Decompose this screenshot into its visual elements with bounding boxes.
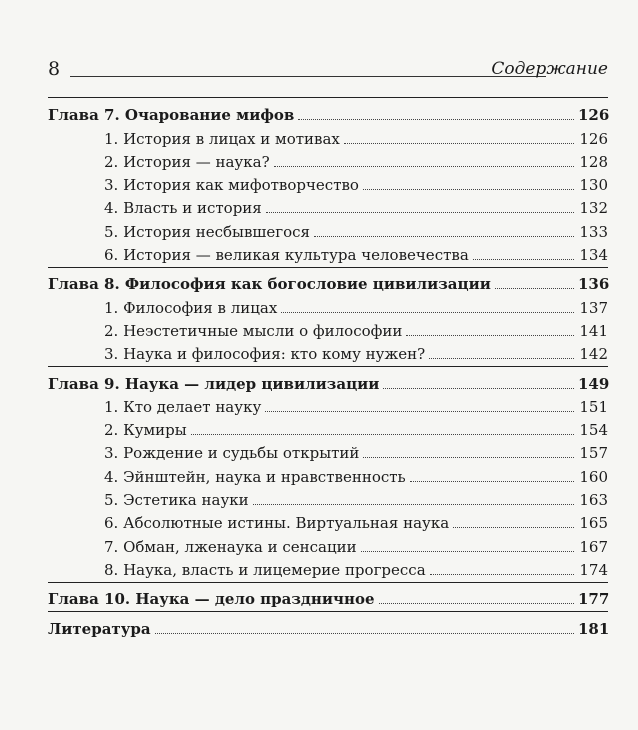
page-header <box>48 58 608 84</box>
toc-item[interactable]: 5. Эстетика науки 163 <box>48 486 608 509</box>
toc-item[interactable]: 3. История как мифотворчество 130 <box>48 171 608 194</box>
toc-literature[interactable]: Литература 181 <box>48 619 610 638</box>
toc-item[interactable]: 7. Обман, лженаука и сенсации 167 <box>48 532 608 555</box>
toc-item[interactable]: 4. Власть и история 132 <box>48 194 608 217</box>
toc-chapter-7[interactable]: Глава 7. Очарование мифов 126 <box>48 106 610 125</box>
toc-item[interactable]: 2. История — наука? 128 <box>48 148 608 171</box>
toc-item[interactable]: 3. Наука и философия: кто кому нужен? 142 <box>48 340 608 363</box>
toc-item[interactable]: 2. Неэстетичные мысли о философии 141 <box>48 317 608 340</box>
toc-item[interactable]: 4. Эйнштейн, наука и нравственность 160 <box>48 462 608 485</box>
toc-chapter-10[interactable]: Глава 10. Наука — дело праздничное 177 <box>48 590 610 609</box>
toc-item[interactable]: 2. Кумиры 154 <box>48 416 608 439</box>
table-of-contents <box>48 101 608 638</box>
chapter-divider <box>48 366 608 367</box>
toc-item[interactable]: 1. История в лицах и мотивах 126 <box>48 124 608 147</box>
toc-item[interactable]: 5. История несбывшегося 133 <box>48 217 608 240</box>
toc-chapter-9[interactable]: Глава 9. Наука — лидер цивилизации 149 <box>48 374 610 393</box>
toc-item[interactable]: 6. История — великая культура человечества 134 <box>48 241 608 264</box>
toc-item[interactable]: 6. Абсолютные истины. Виртуальная наука 165 <box>48 509 608 532</box>
chapter-divider <box>48 267 608 268</box>
toc-item[interactable]: 1. Философия в лицах 137 <box>48 293 608 316</box>
chapter-divider <box>48 611 608 612</box>
header-rule <box>70 76 546 77</box>
toc-chapter-8[interactable]: Глава 8. Философия как богословие цивилизации 136 <box>48 275 610 294</box>
toc-item[interactable]: 1. Кто делает науку 151 <box>48 393 608 416</box>
toc-top-rule <box>48 97 608 98</box>
chapter-divider <box>48 582 608 583</box>
bleed-through-decoration <box>60 620 73 635</box>
running-title: Содержание <box>491 59 608 79</box>
toc-item[interactable]: 8. Наука, власть и лицемерие прогресса 174 <box>48 556 608 579</box>
page-number: 8 <box>48 58 61 80</box>
toc-item[interactable]: 3. Рождение и судьбы открытий 157 <box>48 439 608 462</box>
